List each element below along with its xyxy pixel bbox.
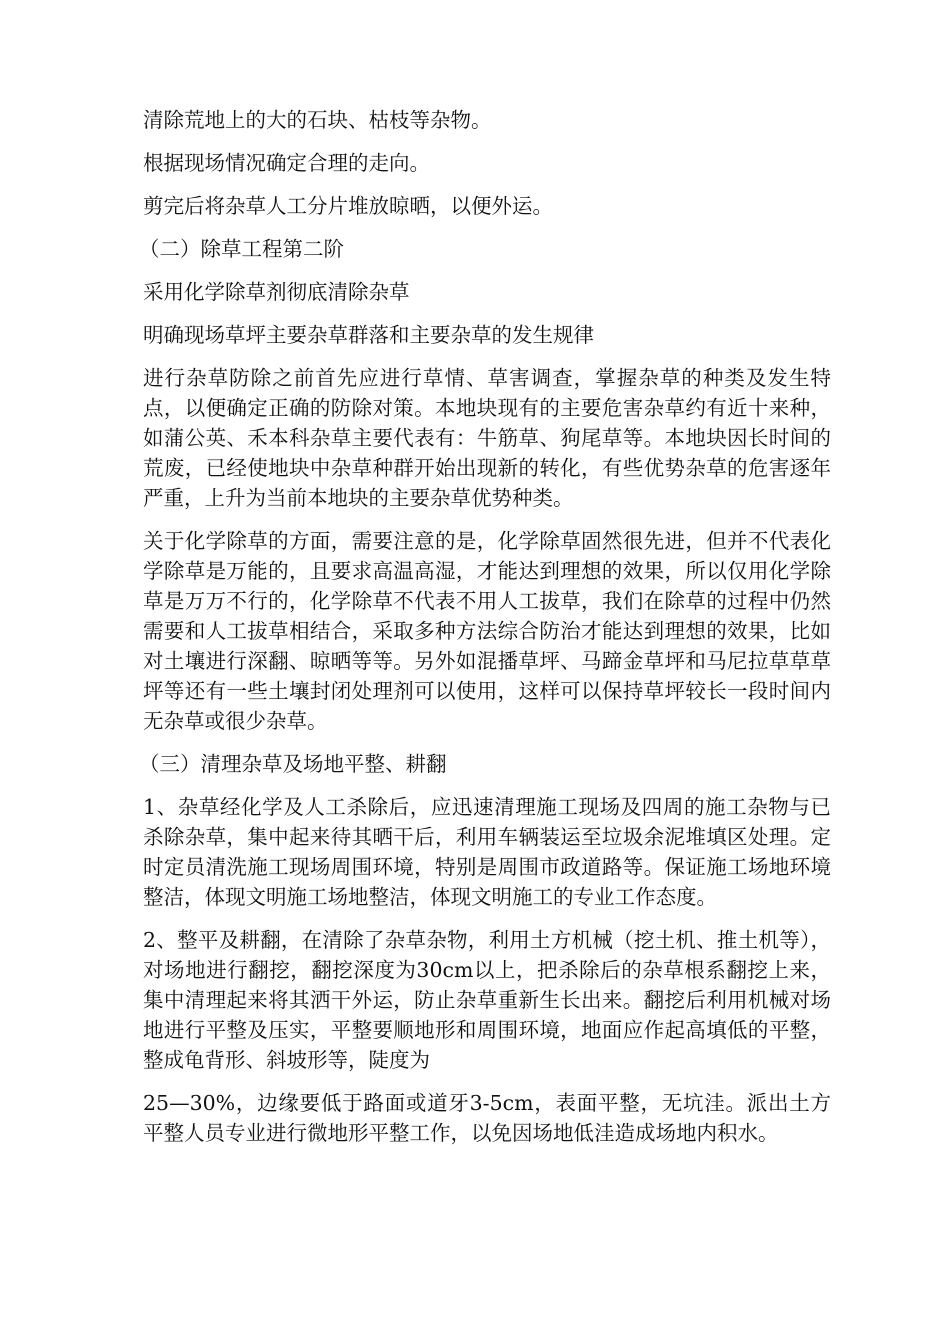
paragraph-weed-survey: 进行杂草防除之前首先应进行草情、草害调查，掌握杂草的种类及发生特点，以便确定正确的防除对策。本地块现有的主要危害杂草约有近十来种，如蒲公英、禾本科杂草主要代表有：牛筋草、狗尾草等。本地块因长时间的荒废，已经使地块中杂草种群开始出现新的转化，有些优势杂草的危害逐年严重，上升为当前本地块的主要杂草优势种类。 [143, 366, 831, 510]
paragraph-item-1: 1、杂草经化学及人工杀除后，应迅速清理施工现场及四周的施工杂物与已杀除杂草，集中起来待其晒干后，利用车辆装运至垃圾余泥堆填区处理。定时定员清洗施工现场周围环境，特别是周围市政道路等。保证施工场地环境整洁，体现文明施工场地整洁，体现文明施工的专业工作态度。 [143, 795, 831, 909]
paragraph-3: 剪完后将杂草人工分片堆放晾晒，以便外运。 [143, 194, 553, 218]
section-heading-2: （二）除草工程第二阶 [139, 237, 344, 261]
section-heading-3: （三）清理杂草及场地平整、耕翻 [139, 752, 447, 776]
paragraph-item-2: 2、整平及耕翻，在清除了杂草杂物，利用土方机械（挖土机、推土机等），对场地进行翻挖，翻挖深度为30cm以上，把杀除后的杂草根系翻挖上来，集中清理起来将其洒干外运，防止杂草重新生长出来。翻挖后利用机械对场地进行平整及压实，平整要顺地形和周围环境，地面应作起高填低的平整，整成龟背形、斜坡形等，陡度为 [143, 928, 831, 1072]
paragraph-item-2-continued: 25—30%，边缘要低于路面或道牙3-5cm，表面平整，无坑洼。派出土方平整人员专业进行微地形平整工作，以免因场地低洼造成场地内积水。 [143, 1091, 831, 1145]
paragraph-2: 根据现场情况确定合理的走向。 [143, 151, 430, 175]
document-page [139, 105, 831, 1161]
paragraph-chemical-weeding: 关于化学除草的方面，需要注意的是，化学除草固然很先进，但并不代表化学除草是万能的，且要求高温高湿，才能达到理想的效果，所以仅用化学除草是万万不行的，化学除草不代表不用人工拔草，我们在除草的过程中仍然需要和人工拔草相结合，采取多种方法综合防治才能达到理想的效果，比如对土壤进行深翻、晾晒等等。另外如混播草坪、马蹄金草坪和马尼拉草草草坪等还有一些土壤封闭处理剂可以使用，这样可以保持草坪较长一段时间内无杂草或很少杂草。 [143, 529, 831, 733]
paragraph-5: 采用化学除草剂彻底清除杂草 [143, 280, 410, 304]
paragraph-6: 明确现场草坪主要杂草群落和主要杂草的发生规律 [143, 323, 594, 347]
paragraph-1: 清除荒地上的大的石块、枯枝等杂物。 [143, 108, 492, 132]
